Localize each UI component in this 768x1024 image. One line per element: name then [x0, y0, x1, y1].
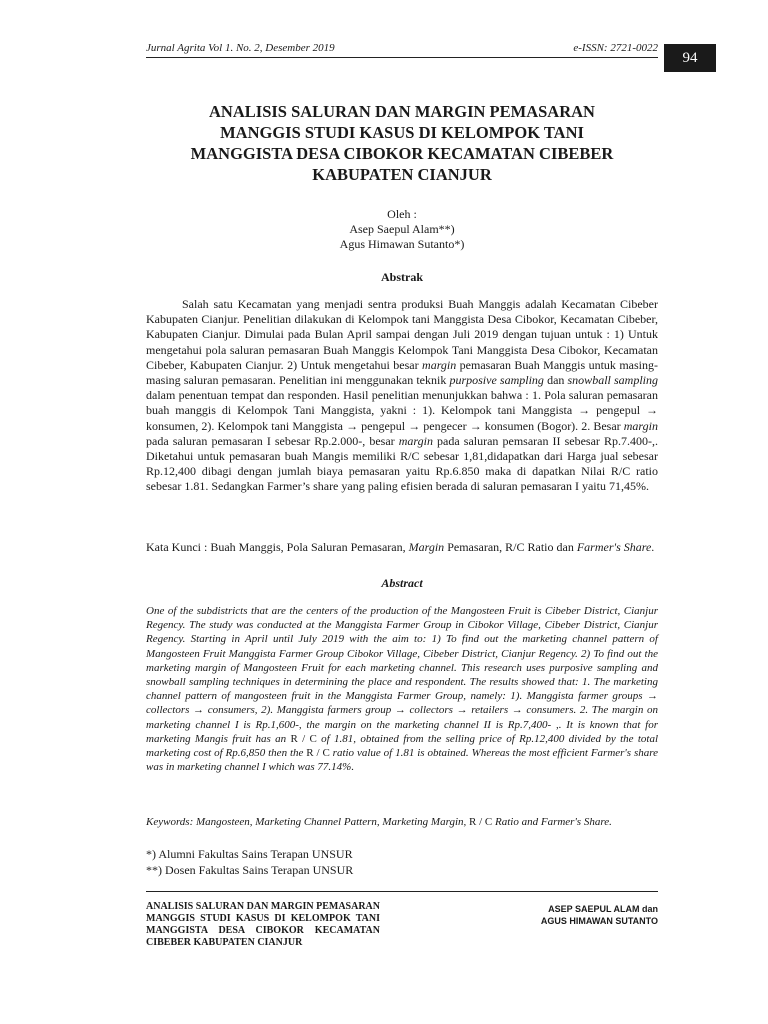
kata-kunci-text: Pemasaran, R/C Ratio dan [444, 540, 577, 554]
author-1: Asep Saepul Alam**) [349, 222, 455, 236]
kata-kunci-text: Kata Kunci : Buah Manggis, Pola Saluran Pemasaran, [146, 540, 409, 554]
footer-title: ANALISIS SALURAN DAN MARGIN PEMASARAN MANGGIS STUDI KASUS DI KELOMPOK TANI MANGGISTA DESA CIBOKOR KECAMATAN CIBEBER KABUPATEN CIANJUR [146, 901, 380, 948]
abstrak-text: pada saluran pemsaran II sebesar Rp.7.400-,. Diketahui untuk pemasaran buah Mangis memiliki R/C sebesar 1,81,didapatkan dari Harga jual sebesar Rp.12,400 dibagi dengan jumlah biaya pemasaran yaitu Rp.6.850 maka di dapatkan Nilai R/C ratio sebesar 1.81. Sedangkan Farmer’s share yang paling efisien berada di saluran pemasaran I yaitu 71,45%. [146, 433, 658, 494]
abstrak-text: dan [543, 373, 568, 388]
keywords-upright: R / C [469, 816, 493, 828]
author-block [146, 207, 658, 252]
abstrak-text: pada saluran pemasaran I sebesar Rp.2.000-, besar [146, 433, 399, 448]
keywords [146, 815, 658, 829]
abstrak-italic: snowball sampling [567, 373, 658, 388]
keywords-text: Ratio and Farmer's Share. [492, 816, 612, 828]
abstrak-italic: margin [398, 433, 433, 448]
kata-kunci [146, 540, 658, 555]
footer-author-1: ASEP SAEPUL ALAM dan [548, 904, 658, 914]
abstrak-text: pemasaran Buah Manggis untuk masing-masing saluran pemasaran. Penelitian ini menggunakan teknik [146, 357, 658, 388]
footer-divider [146, 891, 658, 892]
article-title [146, 101, 658, 185]
affiliations [146, 846, 353, 878]
page-number-badge: 94 [664, 44, 716, 72]
abstract-text: ratio value of 1.81 is obtained. Whereas the most efficient Farmer's share was in marketing channel I which was 77.14%. [146, 747, 658, 774]
affiliation-1: *) Alumni Fakultas Sains Terapan UNSUR [146, 847, 353, 861]
keywords-text: Keywords: Mangosteen, Marketing Channel Pattern, Marketing Margin, [146, 816, 470, 828]
abstrak-paragraph [146, 297, 658, 495]
oleh-label: Oleh : [387, 207, 417, 221]
abstract-text: of 1.81, obtained from the selling price of Rp.12,400 divided by the total marketing cost of Rp.6,850 then the [146, 732, 658, 760]
title-line-4: KABUPATEN CIANJUR [312, 165, 492, 184]
abstract-heading: Abstract [381, 576, 423, 590]
abstract-text: One of the subdistricts that are the centers of the production of the Mangosteen Fruit is Cibeber District, Cianjur Regency. The study was conducted at the Manggista Farmer Group in Cibokor Village, Cibeber District, Cianjur Regency. Starting in April until July 2019 with the aim to: 1) To find out the marketing channel pattern of Mangosteen Fruit Manggista Farmer Group Cibokor Village, Cibeber District, Cianjur Regency. 2) To find out the marketing margin of Mangosteen Fruit for each marketing channel. This research uses purposive sampling and snowball sampling techniques in determining the place and respondent. The results showed that: 1. The marketing channel pattern of mangosteen fruit in the Manggista Farmer Group, namely: 1). Manggista farmer groups → collectors → consumers, 2). Manggista farmers group → collectors → retailers → consumers. 2. The margin on marketing channel I is Rp.1,600-, the margin on the marketing channel II is Rp.7,400- ,. It is known that for marketing Mangis fruit has an [146, 605, 658, 745]
kata-kunci-italic: Margin [408, 540, 445, 554]
abstrak-text: Salah satu Kecamatan yang menjadi sentra produksi Buah Manggis adalah Kecamatan Cibeber Kabupaten Cianjur. Penelitian dilakukan di Kelompok tani Manggista Desa Cibokor, Kecamatan Cibeber, Kabupaten Cianjur. Dimulai pada Bulan April sampai dengan Juli 2019 dengan tujuan untuk : 1) Untuk mengetahui pola saluran pemasaran Buah Manggis Kelompok Tani Manggista Desa Cibokor, Kecamatan Cibeber, Kabupaten Cianjur. 2) Untuk mengetahui besar [146, 297, 658, 372]
title-line-1: ANALISIS SALURAN DAN MARGIN PEMASARAN [209, 102, 595, 121]
title-line-3: MANGGISTA DESA CIBOKOR KECAMATAN CIBEBER [190, 144, 614, 163]
kata-kunci-italic: Farmer's Share [576, 540, 652, 554]
affiliation-2: **) Dosen Fakultas Sains Terapan UNSUR [146, 863, 354, 877]
footer-authors [470, 903, 658, 927]
abstrak-italic: margin [623, 418, 658, 433]
abstract-paragraph [146, 604, 658, 774]
abstrak-italic: margin [422, 357, 457, 372]
issn-label: e-ISSN: 2721-0022 [573, 42, 658, 54]
footer-author-2: AGUS HIMAWAN SUTANTO [540, 916, 658, 926]
abstrak-italic: purposive sampling [449, 373, 544, 388]
header-divider [146, 57, 658, 58]
abstract-upright: R / C [290, 732, 317, 745]
abstract-upright: R / C [306, 747, 330, 760]
title-line-2: MANGGIS STUDI KASUS DI KELOMPOK TANI [220, 123, 584, 142]
journal-name: Jurnal Agrita Vol 1. No. 2, Desember 2019 [146, 42, 335, 54]
kata-kunci-text: . [651, 540, 655, 554]
abstrak-heading: Abstrak [380, 270, 423, 284]
abstrak-text: dalam penentuan tempat dan responden. Hasil penelitian menunjukkan bahwa : 1. Pola saluran pemasaran buah manggis di Kelompok Tani Manggista, yakni : 1). Kelompok tani Manggista → pengepul → konsumen, 2). Kelompok tani Manggista → pengepul → pengecer → konsumen (Bogor). 2. Besar [146, 388, 658, 433]
author-2: Agus Himawan Sutanto*) [339, 237, 465, 251]
